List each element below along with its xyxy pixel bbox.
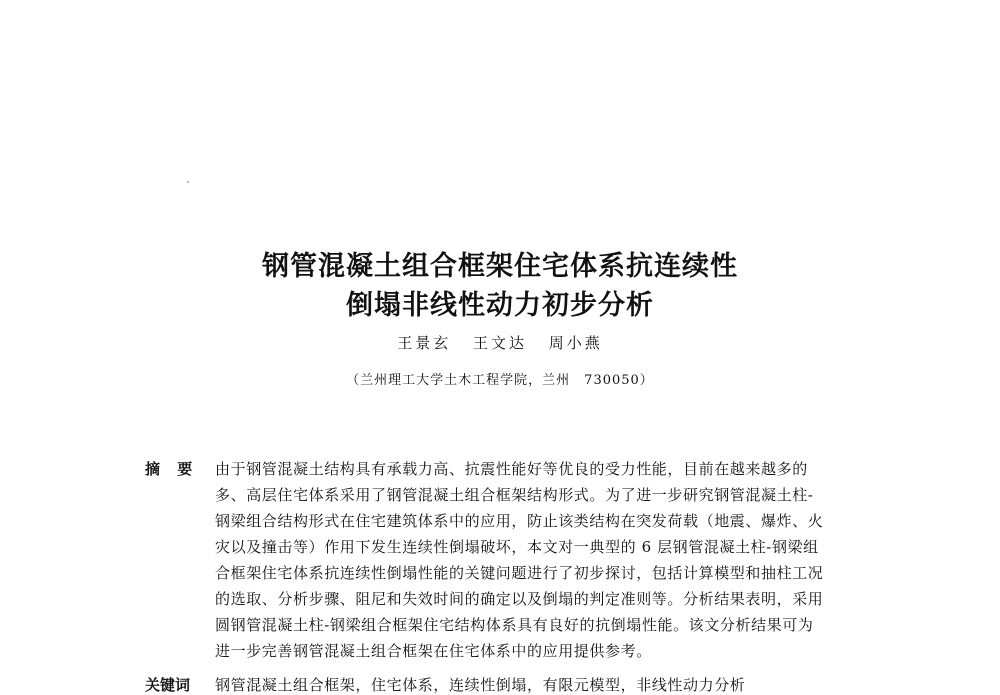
abstract-label: 摘 要 (145, 460, 199, 478)
author-3: 周小燕 (548, 334, 603, 352)
keywords-text: 钢管混凝土组合框架，住宅体系，连续性倒塌，有限元模型，非线性动力分析 (215, 676, 746, 694)
author-2: 王文达 (472, 334, 527, 352)
paper-title-line-1: 钢管混凝土组合框架住宅体系抗连续性 (262, 251, 738, 282)
paper-title-line-2: 倒塌非线性动力初步分析 (346, 290, 654, 321)
affiliation: （兰州理工大学土木工程学院，兰州 730050） (346, 373, 654, 388)
abstract-line-5: 合框架住宅体系抗连续性倒塌性能的关键问题进行了初步探讨，包括计算模型和抽柱工况 (215, 564, 824, 582)
abstract-line-7: 圆钢管混凝土柱-钢梁组合框架住宅结构体系具有良好的抗倒塌性能。该文分析结果可为 (215, 616, 814, 634)
abstract-line-3: 钢梁组合结构形式在住宅建筑体系中的应用，防止该类结构在突发荷载（地震、爆炸、火 (215, 512, 824, 530)
author-1: 王景玄 (397, 334, 452, 352)
abstract-body (215, 456, 895, 664)
abstract-line-8: 进一步完善钢管混凝土组合框架在住宅体系中的应用提供参考。 (215, 642, 652, 660)
author-list (0, 332, 1000, 353)
abstract-line-1: 由于钢管混凝土结构具有承载力高、抗震性能好等优良的受力性能，目前在越来越多的 (215, 460, 808, 478)
abstract-line-2: 多、高层住宅体系采用了钢管混凝土组合框架结构形式。为了进一步研究钢管混凝土柱- (215, 486, 814, 504)
keywords-label: 关键词 (145, 676, 191, 694)
abstract-line-6: 的选取、分析步骤、阻尼和失效时间的确定以及倒塌的判定准则等。分析结果表明，采用 (215, 590, 824, 608)
scan-speck (187, 181, 189, 183)
abstract-line-4: 灾以及撞击等）作用下发生连续性倒塌破坏，本文对一典型的 6 层钢管混凝土柱-钢梁组 (215, 538, 819, 556)
